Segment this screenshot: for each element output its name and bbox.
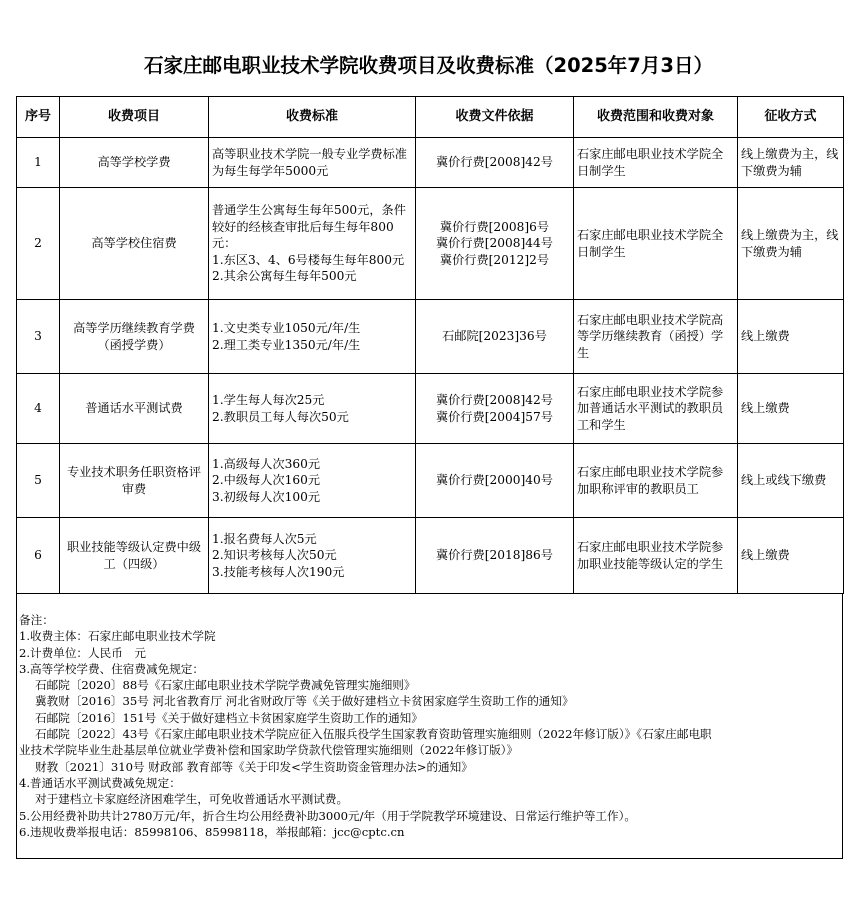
standard-line: 1.文史类专业1050元/年/生 bbox=[212, 321, 361, 335]
table-row bbox=[17, 188, 844, 300]
row-no: 2 bbox=[17, 188, 60, 300]
basis-line: 冀价行费[2008]42号 bbox=[436, 155, 553, 170]
row-standard bbox=[209, 374, 416, 444]
row-standard bbox=[209, 188, 416, 300]
standard-line: 1.高级每人次360元 bbox=[212, 456, 321, 471]
note-line: 石邮院〔2020〕88号《石家庄邮电职业技术学院学费减免管理实施细则》 bbox=[35, 678, 416, 693]
row-item: 高等学历继续教育学费（函授学费） bbox=[60, 300, 209, 374]
standard-line: 2.中级每人次160元 bbox=[212, 473, 321, 488]
notes-section bbox=[16, 594, 843, 859]
basis-line: 冀价行费[2008]42号 bbox=[436, 393, 553, 407]
standard-line: 2.知识考核每人次50元 bbox=[212, 548, 337, 563]
row-scope: 石家庄邮电职业技术学院全日制学生 bbox=[574, 138, 738, 188]
row-standard bbox=[209, 518, 416, 594]
standard-line: 2.其余公寓每生每年500元 bbox=[212, 269, 357, 284]
header-item: 收费项目 bbox=[60, 97, 209, 138]
row-item: 高等学校学费 bbox=[60, 138, 209, 188]
row-item: 高等学校住宿费 bbox=[60, 188, 209, 300]
header-method: 征收方式 bbox=[738, 97, 844, 138]
table-row bbox=[17, 374, 844, 444]
header-no: 序号 bbox=[17, 97, 60, 138]
note-line: 业技术学院毕业生赴基层单位就业学费补偿和国家助学贷款代偿管理实施细则（2022年修订版）》 bbox=[19, 743, 519, 758]
row-method: 线上缴费 bbox=[738, 374, 844, 444]
basis-line: 冀价行费[2008]44号 bbox=[436, 236, 553, 251]
row-scope: 石家庄邮电职业技术学院参加职称评审的教职员工 bbox=[574, 444, 738, 518]
row-scope: 石家庄邮电职业技术学院全日制学生 bbox=[574, 188, 738, 300]
header-scope: 收费范围和收费对象 bbox=[574, 97, 738, 138]
basis-line: 冀价行费[2012]2号 bbox=[439, 252, 550, 267]
row-basis bbox=[416, 188, 574, 300]
row-method: 线上缴费 bbox=[738, 518, 844, 594]
row-basis bbox=[416, 374, 574, 444]
note-line: 2.计费单位：人民币 元 bbox=[19, 645, 146, 660]
note-line: 石邮院〔2022〕43号《石家庄邮电职业技术学院应征入伍服兵役学生国家教育资助管理实施细则（2022年修订版）》《石家庄邮电职 bbox=[35, 727, 712, 742]
standard-line: 3.技能考核每人次190元 bbox=[212, 564, 345, 579]
row-no: 1 bbox=[17, 138, 60, 188]
note-line: 财教〔2021〕310号 财政部 教育部等《关于印发<学生资助资金管理办法>的通知》 bbox=[35, 759, 473, 774]
page-title: 石家庄邮电职业技术学院收费项目及收费标准（2025年7月3日） bbox=[144, 54, 713, 77]
note-line: 4.普通话水平测试费减免规定： bbox=[19, 775, 181, 790]
row-item: 职业技能等级认定费中级工（四级） bbox=[60, 518, 209, 594]
row-scope: 石家庄邮电职业技术学院参加普通话水平测试的教职员工和学生 bbox=[574, 374, 738, 444]
row-standard bbox=[209, 138, 416, 188]
standard-line: 普通学生公寓每生每年500元，条件较好的经核查审批后每生每年800元： bbox=[212, 203, 406, 251]
notes-heading: 备注： bbox=[19, 613, 54, 627]
note-line: 3.高等学校学费、住宿费减免规定： bbox=[19, 661, 204, 676]
row-standard bbox=[209, 300, 416, 374]
table-row bbox=[17, 300, 844, 374]
table-header-row bbox=[17, 97, 844, 138]
standard-line: 高等职业技术学院一般专业学费标准为每生每学年5000元 bbox=[212, 147, 407, 178]
header-basis: 收费文件依据 bbox=[416, 97, 574, 138]
basis-line: 石邮院[2023]36号 bbox=[442, 329, 547, 344]
row-no: 4 bbox=[17, 374, 60, 444]
basis-line: 冀价行费[2004]57号 bbox=[436, 409, 553, 424]
note-line: 对于建档立卡家庭经济困难学生，可免收普通话水平测试费。 bbox=[35, 792, 349, 807]
standard-line: 1.东区3、4、6号楼每生每年800元 bbox=[212, 252, 405, 267]
note-line: 冀教财〔2016〕35号 河北省教育厅 河北省财政厅等《关于做好建档立卡贫困家庭学生资助工作的通知》 bbox=[35, 694, 574, 709]
note-line: 6.违规收费举报电话：85998106、85998118，举报邮箱：jcc@cptc.cn bbox=[19, 824, 405, 839]
row-method: 线上或线下缴费 bbox=[738, 444, 844, 518]
row-no: 5 bbox=[17, 444, 60, 518]
basis-line: 冀价行费[2000]40号 bbox=[436, 473, 553, 488]
row-method: 线上缴费 bbox=[738, 300, 844, 374]
basis-line: 冀价行费[2018]86号 bbox=[436, 548, 553, 563]
header-standard: 收费标准 bbox=[209, 97, 416, 138]
note-line: 1.收费主体：石家庄邮电职业技术学院 bbox=[19, 629, 216, 644]
row-method: 线上缴费为主，线下缴费为辅 bbox=[738, 138, 844, 188]
standard-line: 1.报名费每人次5元 bbox=[212, 531, 317, 546]
row-basis bbox=[416, 518, 574, 594]
row-basis bbox=[416, 300, 574, 374]
table-row bbox=[17, 518, 844, 594]
row-item: 普通话水平测试费 bbox=[60, 374, 209, 444]
standard-line: 2.理工类专业1350元/年/生 bbox=[212, 337, 361, 352]
note-line: 5.公用经费补助共计2780万元/年，折合生均公用经费补助3000元/年（用于学院教学环境建设、日常运行维护等工作）。 bbox=[19, 808, 636, 823]
row-scope: 石家庄邮电职业技术学院高等学历继续教育（函授）学生 bbox=[574, 300, 738, 374]
fee-table bbox=[16, 96, 844, 594]
table-row bbox=[17, 444, 844, 518]
row-scope: 石家庄邮电职业技术学院参加职业技能等级认定的学生 bbox=[574, 518, 738, 594]
row-no: 3 bbox=[17, 300, 60, 374]
standard-line: 2.教职员工每人每次50元 bbox=[212, 409, 349, 424]
row-standard bbox=[209, 444, 416, 518]
row-no: 6 bbox=[17, 518, 60, 594]
basis-line: 冀价行费[2008]6号 bbox=[439, 219, 550, 234]
row-method: 线上缴费为主，线下缴费为辅 bbox=[738, 188, 844, 300]
row-item: 专业技术职务任职资格评审费 bbox=[60, 444, 209, 518]
standard-line: 3.初级每人次100元 bbox=[212, 489, 321, 504]
note-line: 石邮院〔2016〕151号《关于做好建档立卡贫困家庭学生资助工作的通知》 bbox=[35, 710, 423, 725]
table-row bbox=[17, 138, 844, 188]
row-basis bbox=[416, 444, 574, 518]
standard-line: 1.学生每人每次25元 bbox=[212, 393, 325, 407]
row-basis bbox=[416, 138, 574, 188]
